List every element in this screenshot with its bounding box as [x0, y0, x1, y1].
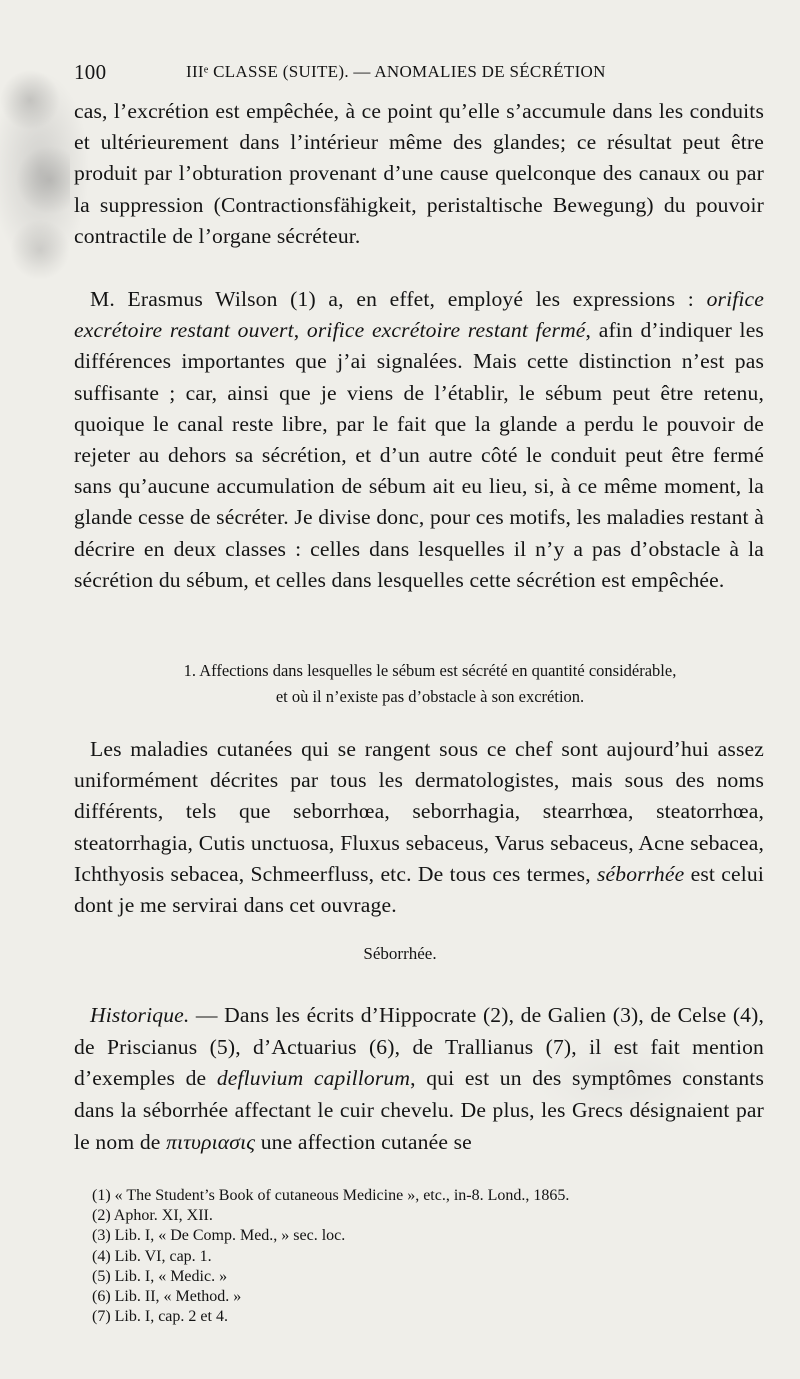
paragraph-historique [74, 1000, 764, 1159]
historique-text3: une affection cutanée se [255, 1129, 472, 1154]
term-orifice-ouvert: orifice excrétoire restant ouvert [74, 287, 764, 343]
paragraph-continuation: cas, l’excrétion est empêchée, à ce point qu’elle s’accumule dans les conduits et ultérieurement dans l’intérieur même des glandes; ce résultat peut être produit par l’obturation provenant d’une cause quelconque des canaux ou par la suppression (Contractionsfähigkeit, peristaltische Bewegung) du pouvoir contractile de l’organe sécréteur. [74, 99, 764, 248]
term-separator: , [293, 318, 307, 343]
historique-label: Historique. [90, 1003, 190, 1027]
term-orifice-ferme: orifice excrétoire restant fermé [306, 318, 586, 343]
footnote-6: (6) Lib. II, « Method. » [92, 1288, 242, 1306]
paragraph-maladies [74, 734, 764, 921]
footnote-2: (2) Aphor. XI, XII. [92, 1207, 213, 1225]
paragraph-maladies-rest: est celui dont je me servirai dans cet ouvrage. [74, 861, 764, 918]
greek-term: πιτυριασις [166, 1129, 256, 1154]
section-heading [100, 658, 760, 710]
page-header [74, 58, 764, 88]
page-number: 100 [74, 60, 107, 84]
footnote-1: (1) « The Student’s Book of cutaneous Medicine », etc., in-8. Lond., 1865. [92, 1187, 570, 1204]
paragraph-maladies-text: Les maladies cutanées qui se rangent sous ce chef sont aujourd’hui assez uniformément décrites par tous les dermatologistes, mais sous des noms différents, tels que seborrhœa, seborrhagia, stearrhœa, steatorrhœa, steatorrhagia, Cutis unctuosa, Fluxus sebaceus, Varus sebaceus, Acne sebacea, Ichthyosis sebacea, Schmeerfluss, etc. De tous ces termes, [74, 737, 764, 886]
term-seborrhee: séborrhée [597, 861, 685, 886]
paragraph-wilson-rest: , afin d’indiquer les différences importantes que j’ai signalées. Mais cette distinction n’est pas suffisante ; car, ainsi que je viens de l’établir, le sébum peut être retenu, quoique le canal reste libre, par le fait que la glande a perdu le pouvoir de rejeter au dehors sa sécrétion, et d’un autre côté le conduit peut être fermé sans qu’aucune accumulation de sébum ait eu lieu, si, à ce même moment, la glande cesse de sécréter. Je divise donc, pour ces motifs, les maladies restant à décrire en deux classes : celles dans lesquelles il n’y a pas d’obstacle à la sécrétion du sébum, et celles dans lesquelles cette sécrétion est empêchée. [74, 318, 764, 592]
running-title: IIIᵉ CLASSE (SUITE). — ANOMALIES DE SÉCRÉTION [186, 62, 606, 81]
footnote-5: (5) Lib. I, « Medic. » [92, 1267, 228, 1285]
paragraph-wilson [74, 284, 764, 596]
footnotes [92, 1186, 752, 1327]
term-defluvium: defluvium capillorum [216, 1066, 411, 1091]
paragraph-wilson-lead: M. Erasmus Wilson (1) a, en effet, employé les expressions : [90, 287, 707, 311]
subheading-seborrhee: Séborrhée. [363, 944, 437, 963]
section-heading-line1: 1. Affections dans lesquelles le sébum est sécrété en quantité considérable, [183, 661, 677, 680]
footnote-3: (3) Lib. I, « De Comp. Med., » sec. loc. [92, 1227, 346, 1245]
historique-text2: , qui est un des symptômes constants dans la séborrhée affectant le cuir chevelu. De plus, les Grecs désignaient par le nom de [74, 1066, 765, 1154]
footnote-4: (4) Lib. VI, cap. 1. [92, 1247, 212, 1265]
footnote-7: (7) Lib. I, cap. 2 et 4. [92, 1308, 228, 1326]
page-stain [0, 60, 70, 280]
historique-text1: — Dans les écrits d’Hippocrate (2), de Galien (3), de Celse (4), de Priscianus (5), d’Actuarius (6), de Trallianus (7), il est fait mention d’exemples de [74, 1003, 764, 1091]
section-heading-line2: et où il n’existe pas d’obstacle à son excrétion. [275, 687, 585, 706]
